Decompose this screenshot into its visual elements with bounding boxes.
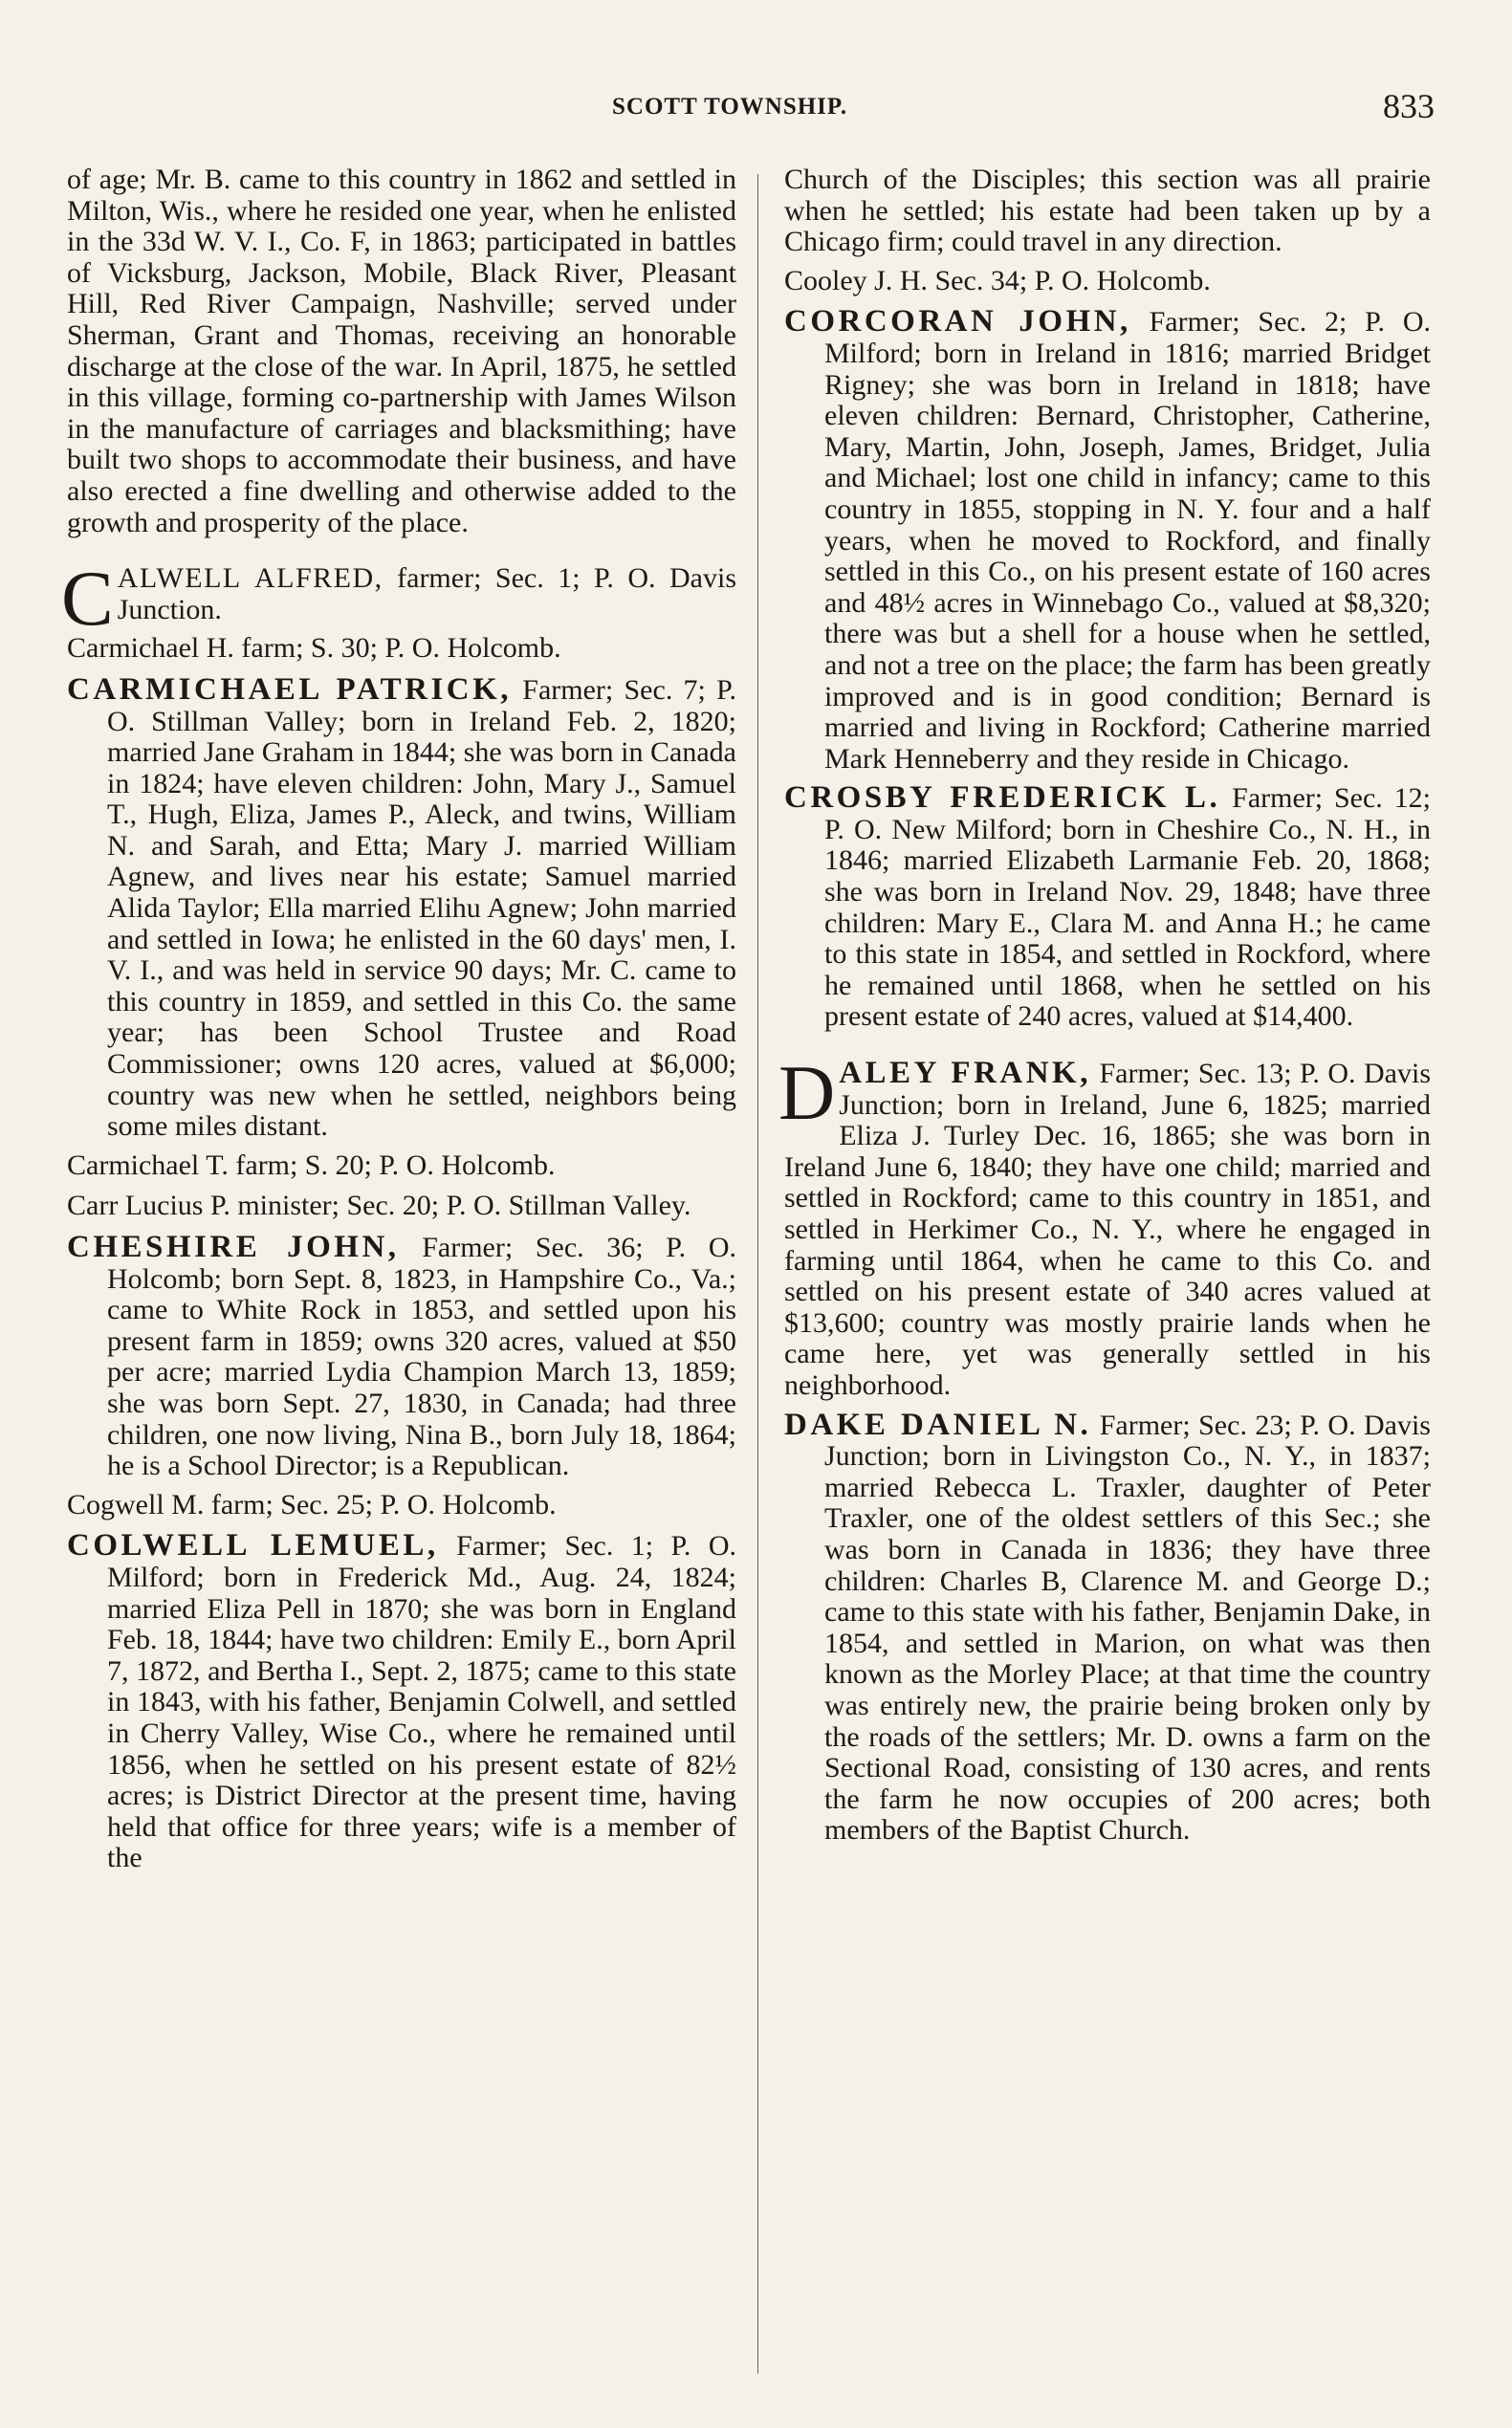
right-column — [778, 164, 1432, 2383]
entry-name: CORCORAN JOHN, — [784, 304, 1131, 339]
entry-text: Farmer; Sec. 7; P. O. Stillman Valley; born in Ireland Feb. 2, 1820; married Jane Graham in 1844; she was born in Canada in 1824; have eleven children: John, Mary J., Samuel T., Hugh, Eliza, James P., Aleck, and twins, William N. and Sarah, and Etta; Mary J. married William Agnew, and lives near his estate; Samuel married Alida Taylor; Ella married Elihu Agnew; John married and settled in Iowa; he enlisted in the 60 days' men, I. V. I., and was held in service 90 days; Mr. C. came to this country in 1859, and settled in this Co. the same year; has been School Trustee and Road Commissioner; owns 120 acres, valued at $6,000; country was new when he settled, neighbors being some miles distant. — [107, 673, 736, 1143]
entry-calwell — [61, 555, 736, 643]
entry-crosby — [784, 782, 1431, 1033]
entry-text: Farmer; Sec. 13; P. O. Davis Junction; born in Ireland, June 6, 1825; married Eliza J. Turley Dec. 16, 1865; she was born in Ireland June 6, 1840; they have one child; married and settled in Rockford; came to this country in 1851, and settled in Herkimer Co., N. Y., where he engaged in farming until 1864, when he came to this Co. and settled on his present estate of 340 acres valued at $13,600; country was mostly prairie lands when he came here, yet was generally settled in his neighborhood. — [784, 1058, 1431, 1401]
entry-carmichael-h: Carmichael H. farm; S. 30; P. O. Holcomb. — [67, 632, 561, 665]
entry-cogwell: Cogwell M. farm; Sec. 25; P. O. Holcomb. — [67, 1488, 557, 1520]
drop-cap: C — [61, 555, 114, 643]
entry-name: COLWELL LEMUEL, — [67, 1528, 439, 1564]
continued-entry: Church of the Disciples; this section was all prairie when he settled; his estate had been taken up by a Chicago firm; could travel in any direction. — [784, 164, 1431, 258]
entry-text: Farmer; Sec. 12; P. O. New Milford; born in Cheshire Co., N. H., in 1846; married Elizabeth Larmanie Feb. 20, 1868; she was born in Ireland Nov. 29, 1848; have three children: Mary E., Clara M. and Anna H.; he came to this state in 1854, and settled in Rockford, where he remained until 1868, when he settled on his present estate of 240 acres, valued at $14,400. — [824, 782, 1431, 1033]
page-number: 833 — [1383, 87, 1435, 125]
entry-text: Farmer; Sec. 1; P. O. Milford; born in Frederick Md., Aug. 24, 1824; married Eliza Pell in 1870; she was born in England Feb. 18, 1844; have two children: Emily E., born April 7, 1872, and Bertha I., Sept. 2, 1875; came to this state in 1843, with his father, Benjamin Colwell, and settled in Cherry Valley, Wise Co., where he remained until 1856, when he settled on his present estate of 82½ acres; is District Director at the present time, having held that office for three years; wife is a member of the — [107, 1530, 736, 1874]
entry-corcoran — [784, 306, 1431, 775]
entry-name: CROSBY FREDERICK L. — [784, 780, 1221, 816]
entry-text: Farmer; Sec. 36; P. O. Holcomb; born Sept. 8, 1823, in Hampshire Co., Va.; came to White Rock in 1853, and settled upon his present farm in 1859; owns 320 acres, valued at $50 per acre; married Lydia Champion March 13, 1859; she was born Sept. 27, 1830, in Canada; had three children, one now living, Nina B., born July 18, 1864; he is a School Director; is a Republican. — [107, 1232, 736, 1482]
entry-name: CHESHIRE JOHN, — [67, 1230, 400, 1264]
entry-name: ALWELL ALFRED, — [117, 562, 383, 595]
entry-colwell — [67, 1530, 736, 1874]
entry-carmichael-t: Carmichael T. farm; S. 20; P. O. Holcomb. — [67, 1148, 556, 1181]
entry-text: Farmer; Sec. 23; P. O. Davis Junction; born in Livingston Co., N. Y., in 1837; married Rebecca L. Traxler, daughter of Peter Traxler, one of the oldest settlers of this Sec.; she was born in Canada in 1836; they have three children: Charles B, Clarence M. and George D.; came to this state with his father, Benjamin Dake, in 1854, and settled in Marion, on what was then known as the Morley Place; at that time the country was entirely new, the prairie being broken only by the roads of the settlers; Mr. D. owns a farm on the Sectional Road, consisting of 130 acres, and rents the farm he now occupies of 200 acres; both members of the Baptist Church. — [824, 1409, 1431, 1847]
drop-cap: D — [778, 1049, 836, 1137]
entry-name: ALEY FRANK, — [839, 1056, 1091, 1091]
entry-name: DAKE DANIEL N. — [784, 1407, 1092, 1442]
entry-cooley: Cooley J. H. Sec. 34; P. O. Holcomb. — [784, 264, 1211, 296]
continued-entry: of age; Mr. B. came to this country in 1862 and settled in Milton, Wis., where he resided one year, when he enlisted in the 33d W. V. I., Co. F, in 1863; participated in battles of Vicksburg, Jackson, Mobile, Black River, Pleasant Hill, Red River Campaign, Nashville; served under Sherman, Grant and Thomas, receiving an honorable discharge at the close of the war. In April, 1875, he settled in this village, forming co-partnership with James Wilson in the manufacture of carriages and blacksmithing; have built two shops to accommodate their business, and have also erected a fine dwelling and otherwise added to the growth and prosperity of the place. — [67, 164, 736, 538]
entry-text: farmer; Sec. 1; P. O. Davis Junction. — [117, 562, 736, 625]
entry-text: Farmer; Sec. 2; P. O. Milford; born in Ireland in 1816; married Bridget Rigney; she was born in Ireland in 1818; have eleven children: Bernard, Christopher, Catherine, Mary, Martin, John, Joseph, James, Bridget, Julia and Michael; lost one child in infancy; came to this country in 1855, stopping in N. Y. four and a half years, when he moved to Rockford, and finally settled in this Co., on his present estate of 160 acres and 48½ acres in Winnebago Co., valued at $8,320; there was but a shell for a house when he settled, and not a tree on the place; the farm has been greatly improved and is in good condition; Bernard is married and living in Rockford; Catherine married Mark Henneberry and they reside in Chicago. — [824, 306, 1432, 775]
entry-name: CARMICHAEL PATRICK, — [67, 671, 513, 707]
running-head: SCOTT TOWNSHIP. — [612, 94, 848, 120]
column-rule — [757, 174, 758, 2373]
left-column — [61, 164, 736, 2383]
entry-dake — [784, 1407, 1431, 1847]
entry-cheshire — [67, 1232, 736, 1482]
page-header — [612, 88, 1435, 136]
entry-carmichael-patrick — [67, 671, 736, 1143]
entry-daley — [778, 1049, 1431, 1402]
entry-carr: Carr Lucius P. minister; Sec. 20; P. O. Stillman Valley. — [67, 1190, 691, 1222]
